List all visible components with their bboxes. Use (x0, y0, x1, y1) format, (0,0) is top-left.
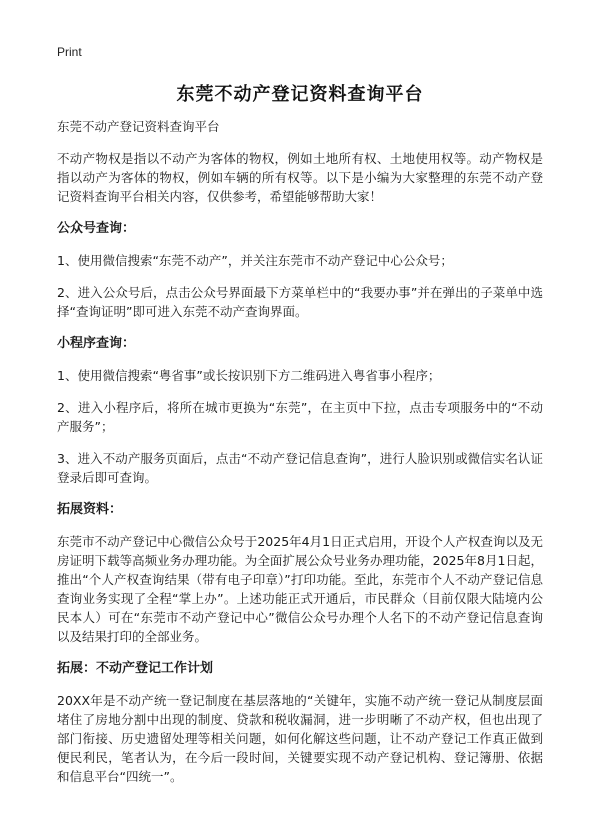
print-label[interactable]: Print (57, 45, 82, 59)
extended-paragraph: 东莞市不动产登记中心微信公众号于2025年4月1日正式启用，开设个人产权查询以及无房证明下载等高频业务办理功能。为全面扩展公众号业务办理功能，2025年8月1日起，推出“个人产权查询结果（带有电子印章）”打印功能。至此，东莞市个人不动产登记信息查询业务实现了全程“掌上办”。上述功能正式开通后，市民群众（目前仅限大陆境内公民本人）可在“东莞市不动产登记中心”微信公众号办理个人名下的不动产登记信息查询以及结果打印的全部业务。 (57, 534, 543, 644)
miniprogram-section-heading: 小程序查询： (57, 336, 136, 351)
miniprogram-step-1: 1、使用微信搜索“粤省事”或长按识别下方二维码进入粤省事小程序； (57, 368, 441, 383)
wechat-step-2: 2、进入公众号后，点击公众号界面最下方菜单栏中的“我要办事”并在弹出的子菜单中选择“查询证明”即可进入东莞不动产查询界面。 (57, 285, 543, 319)
wechat-section-heading: 公众号查询： (57, 221, 136, 236)
document-body (57, 117, 543, 799)
intro-paragraph: 不动产物权是指以不动产为客体的物权，例如土地所有权、土地使用权等。动产物权是指以动产为客体的物权，例如车辆的所有权等。以下是小编为大家整理的东莞不动产登记资料查询平台相关内容，仅供参考，希望能够帮助大家！ (57, 151, 543, 204)
miniprogram-step-2: 2、进入小程序后，将所在城市更换为“东莞”，在主页中下拉，点击专项服务中的“不动产服务”； (57, 400, 543, 434)
plan-paragraph: 20XX年是不动产统一登记制度在基层落地的“关键年，实施不动产统一登记从制度层面堵住了房地分割中出现的制度、贷款和税收漏洞，进一步明晰了不动产权，但也出现了部门衔接、历史遗留处理等相关问题，如何化解这些问题，让不动产登记工作真正做到便民利民，笔者认为，在今后一段时间，关键要实现不动产登记机构、登记簿册、依据和信息平台“四统一”。 (57, 693, 543, 784)
plan-section-heading: 拓展：不动产登记工作计划 (57, 661, 214, 676)
page-title: 东莞不动产登记资料查询平台 (176, 84, 424, 105)
miniprogram-step-3: 3、进入不动产服务页面后，点击“不动产登记信息查询”，进行人脸识别或微信实名认证登录后即可查询。 (57, 451, 543, 485)
subtitle: 东莞不动产登记资料查询平台 (57, 119, 220, 134)
extended-section-heading: 拓展资料： (57, 502, 123, 517)
wechat-step-1: 1、使用微信搜索“东莞不动产”，并关注东莞市不动产登记中心公众号； (57, 253, 453, 268)
